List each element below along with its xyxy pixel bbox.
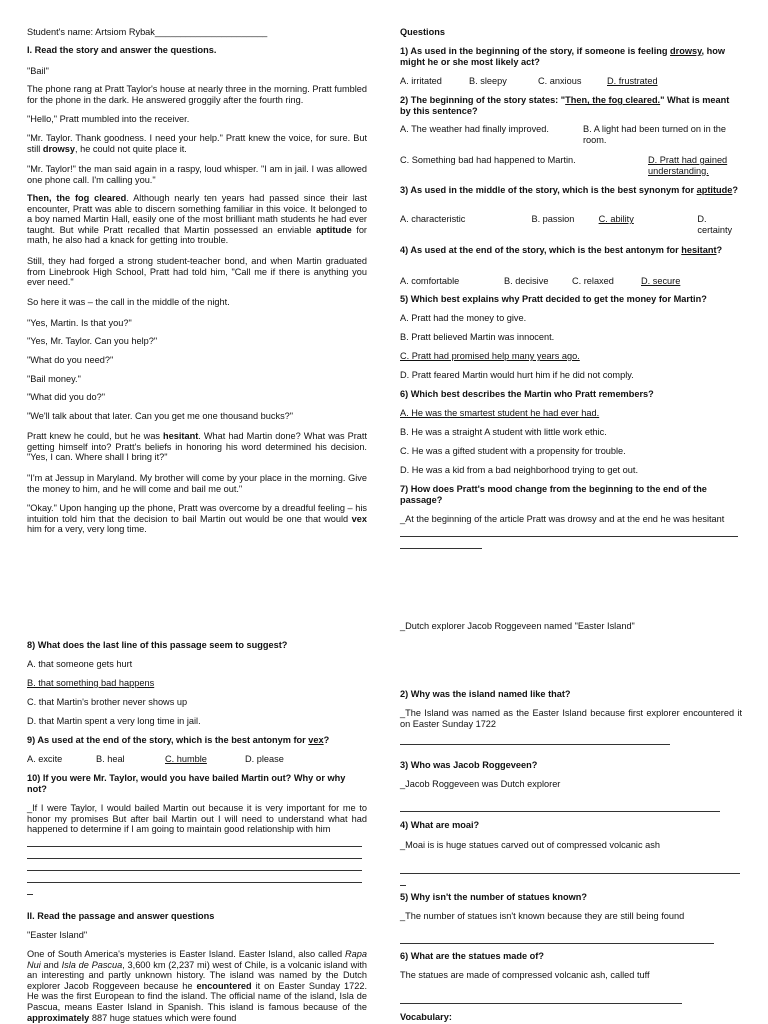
easter-q2-lines [400,733,670,745]
easter-q3-lines [400,800,720,812]
story-paragraph-3: "Mr. Taylor. Thank goodness. I need your help." Pratt knew the voice, for sure. But still drowsy, he could not quite place it. [27,133,367,154]
q10-answer-lines [27,835,362,895]
q6-option-a: A. He was the smartest student he had ever had. [400,408,600,418]
section1-title: I. Read the story and answer the questions. [27,45,217,55]
q2-option-d: D. Pratt had gained understanding. [648,155,728,176]
student-name: Student's name: Artsiom Rybak______________________ [27,27,268,37]
q6-option-b: B. He was a straight A student with little work ethic. [400,427,607,437]
q4-option-d: D. secure [641,276,681,286]
easter-q5-lines [400,932,714,944]
q5-option-a: A. Pratt had the money to give. [400,313,527,323]
q3-options [400,214,742,235]
answer-line [27,883,33,895]
answer-line [400,932,714,944]
q9-option-a: A. excite [27,754,63,764]
q2-options-row1 [400,124,742,145]
easter-question-6: 6) What are the statues made of? [400,951,544,961]
story-paragraph-12: "What did you do?" [27,392,106,402]
question-3: 3) As used in the middle of the story, which is the best synonym for aptitude? [400,185,738,195]
q2-option-c: C. Something bad had happened to Martin. [400,155,576,165]
q9-option-b: B. heal [96,754,125,764]
easter-q6-answer: The statues are made of compressed volcanic ash, called tuff [400,970,650,980]
question-9: 9) As used at the end of the story, which is the best antonym for vex? [27,735,330,745]
answer-line [400,525,738,537]
q3-option-b: B. passion [531,214,575,224]
q5-option-d: D. Pratt feared Martin would hurt him if he did not comply. [400,370,634,380]
story-paragraph-4: "Mr. Taylor!" the man said again in a raspy, loud whisper. "I am in jail. I was allowed one phone call. I'm calling you." [27,164,367,185]
easter-question-3: 3) Who was Jacob Roggeveen? [400,760,538,770]
story-title: "Bail" [27,66,49,76]
q6-option-d: D. He was a kid from a bad neighborhood trying to get out. [400,465,638,475]
q3-option-c: C. ability [598,214,634,224]
q8-option-b: B. that something bad happens [27,678,155,688]
q10-answer: _If I were Taylor, I would bailed Martin out because it is very important for me to honor my promises But after bail Martin out I will need to understand what had happened to determine if I am going to maintain good relationship with him [27,803,367,835]
q8-option-a: A. that someone gets hurt [27,659,133,669]
story-paragraph-7: So here it was – the call in the middle of the night. [27,297,230,307]
easter-q6-lines [400,992,682,1004]
easter-question-2: 2) Why was the island named like that? [400,689,571,699]
answer-line [400,733,670,745]
q4-option-a: A. comfortable [400,276,460,286]
story-paragraph-6: Still, they had forged a strong student-teacher bond, and when Martin graduated from Linebrook High School, Pratt had told him, "Call me if there is anything you ever need." [27,256,367,288]
easter-q2-answer: _The Island was named as the Easter Island because first explorer encountered it on Easter Sunday 1722 [400,708,742,729]
q3-option-d: D. certainty [697,214,733,235]
easter-q3-answer: _Jacob Roggeveen was Dutch explorer [400,779,561,789]
question-1: 1) As used in the beginning of the story, if someone is feeling drowsy, how might he or she most likely act? [400,46,726,67]
question-6: 6) Which best describes the Martin who Pratt remembers? [400,389,654,399]
story-paragraph-2: "Hello," Pratt mumbled into the receiver. [27,114,190,124]
question-4: 4) As used at the end of the story, which is the best antonym for hesitant? [400,245,723,255]
easter-q4-answer: _Moai is is huge statues carved out of compressed volcanic ash [400,840,660,850]
q4-option-b: B. decisive [504,276,549,286]
easter-title: "Easter Island" [27,930,88,940]
easter-question-5: 5) Why isn't the number of statues known? [400,892,587,902]
story-paragraph-15: "I'm at Jessup in Maryland. My brother will come by your place in the morning. Give the money to him, and he will come and bail me out." [27,473,367,494]
q5-option-b: B. Pratt believed Martin was innocent. [400,332,555,342]
q1-option-d: D. frustrated [607,76,658,86]
easter-q5-answer: _The number of statues isn't known because they are still being found [400,911,685,921]
easter-question-4: 4) What are moai? [400,820,480,830]
answer-line [27,859,362,871]
story-paragraph-9: "Yes, Mr. Taylor. Can you help?" [27,336,158,346]
q1-options [400,76,742,87]
vocabulary-title: Vocabulary: [400,1012,452,1022]
story-paragraph-14: Pratt knew he could, but he was hesitant. What had Martin done? What was Pratt getting himself into? Pratt's beliefs in honoring his word determined his decision. "Yes, I can. Where shall I bring it?" [27,431,367,463]
q9-option-c: C. humble [165,754,207,764]
q2-options-row2 [400,155,742,176]
q1-option-a: A. irritated [400,76,442,86]
story-paragraph-13: "We'll talk about that later. Can you get me one thousand bucks?" [27,411,294,421]
answer-line [400,800,720,812]
q2-option-b: B. A light had been turned on in the room. [583,124,727,145]
answer-line [27,871,362,883]
question-5: 5) Which best explains why Pratt decided to get the money for Martin? [400,294,707,304]
q6-option-c: C. He was a gifted student with a propensity for trouble. [400,446,626,456]
q7-answer: _At the beginning of the article Pratt was drowsy and at the end he was hesitant [400,514,725,524]
answer-line [400,537,482,549]
answer-line [400,992,682,1004]
answer-line [400,874,406,886]
story-paragraph-10: "What do you need?" [27,355,114,365]
easter-paragraph: One of South America's mysteries is Easter Island. Easter Island, also called Rapa Nui and Isla de Pascua, 3,600 km (2,237 mi) west of Chile, is a volcanic island with an interesting and partly unknown history. The island was named by the Dutch explorer Jacob Roggeveen because he encountered it on Easter Sunday 1722. He was the first European to find the island. The official name of the island, Isla de Pascua, means Easter Island in Spanish. This island is famous because of the approximately 887 huge statues which were found [27,949,367,1023]
question-10: 10) If you were Mr. Taylor, would you have bailed Martin out? Why or why not? [27,773,346,794]
question-7: 7) How does Pratt's mood change from the beginning to the end of the passage? [400,484,707,505]
story-paragraph-1: The phone rang at Pratt Taylor's house at nearly three in the morning. Pratt fumbled for the phone in the dark. He answered groggily after the fourth ring. [27,84,367,105]
q5-option-c: C. Pratt had promised help many years ago. [400,351,580,361]
answer-line [27,847,362,859]
q4-option-c: C. relaxed [572,276,614,286]
section2-title: II. Read the passage and answer questions [27,911,215,921]
easter-q4-lines [400,862,740,886]
questions-title: Questions [400,27,445,37]
story-paragraph-16: "Okay." Upon hanging up the phone, Pratt was overcome by a dreadful feeling – his intuition told him that the decision to bail Martin out would be one that would vex him for a very, very long time. [27,503,367,535]
question-2: 2) The beginning of the story states: "Then, the fog cleared." What is meant by this sentence? [400,95,730,116]
question-8: 8) What does the last line of this passage seem to suggest? [27,640,288,650]
story-paragraph-11: "Bail money." [27,374,81,384]
easter-q1-answer: _Dutch explorer Jacob Roggeveen named "Easter Island" [400,621,635,631]
q4-options [400,276,742,287]
q9-option-d: D. please [245,754,284,764]
answer-line [27,835,362,847]
story-paragraph-8: "Yes, Martin. Is that you?" [27,318,132,328]
q3-option-a: A. characteristic [400,214,466,224]
q1-option-c: C. anxious [538,76,582,86]
q1-option-b: B. sleepy [469,76,507,86]
story-paragraph-5: Then, the fog cleared. Although nearly ten years had passed since their last encounter, Pratt was able to discern something familiar in this voice. It belonged to a boy named Martin Hall, easily one of the most brilliant math students he had ever taught. But while Pratt recalled that Martin possessed an enviable aptitude for math, he also had a knack for getting into trouble. [27,193,368,246]
q8-option-c: C. that Martin's brother never shows up [27,697,188,707]
q7-answer-lines [400,525,738,549]
q9-options [27,754,367,765]
q8-option-d: D. that Martin spent a very long time in jail. [27,716,201,726]
answer-line [400,862,740,874]
q2-option-a: A. The weather had finally improved. [400,124,549,134]
